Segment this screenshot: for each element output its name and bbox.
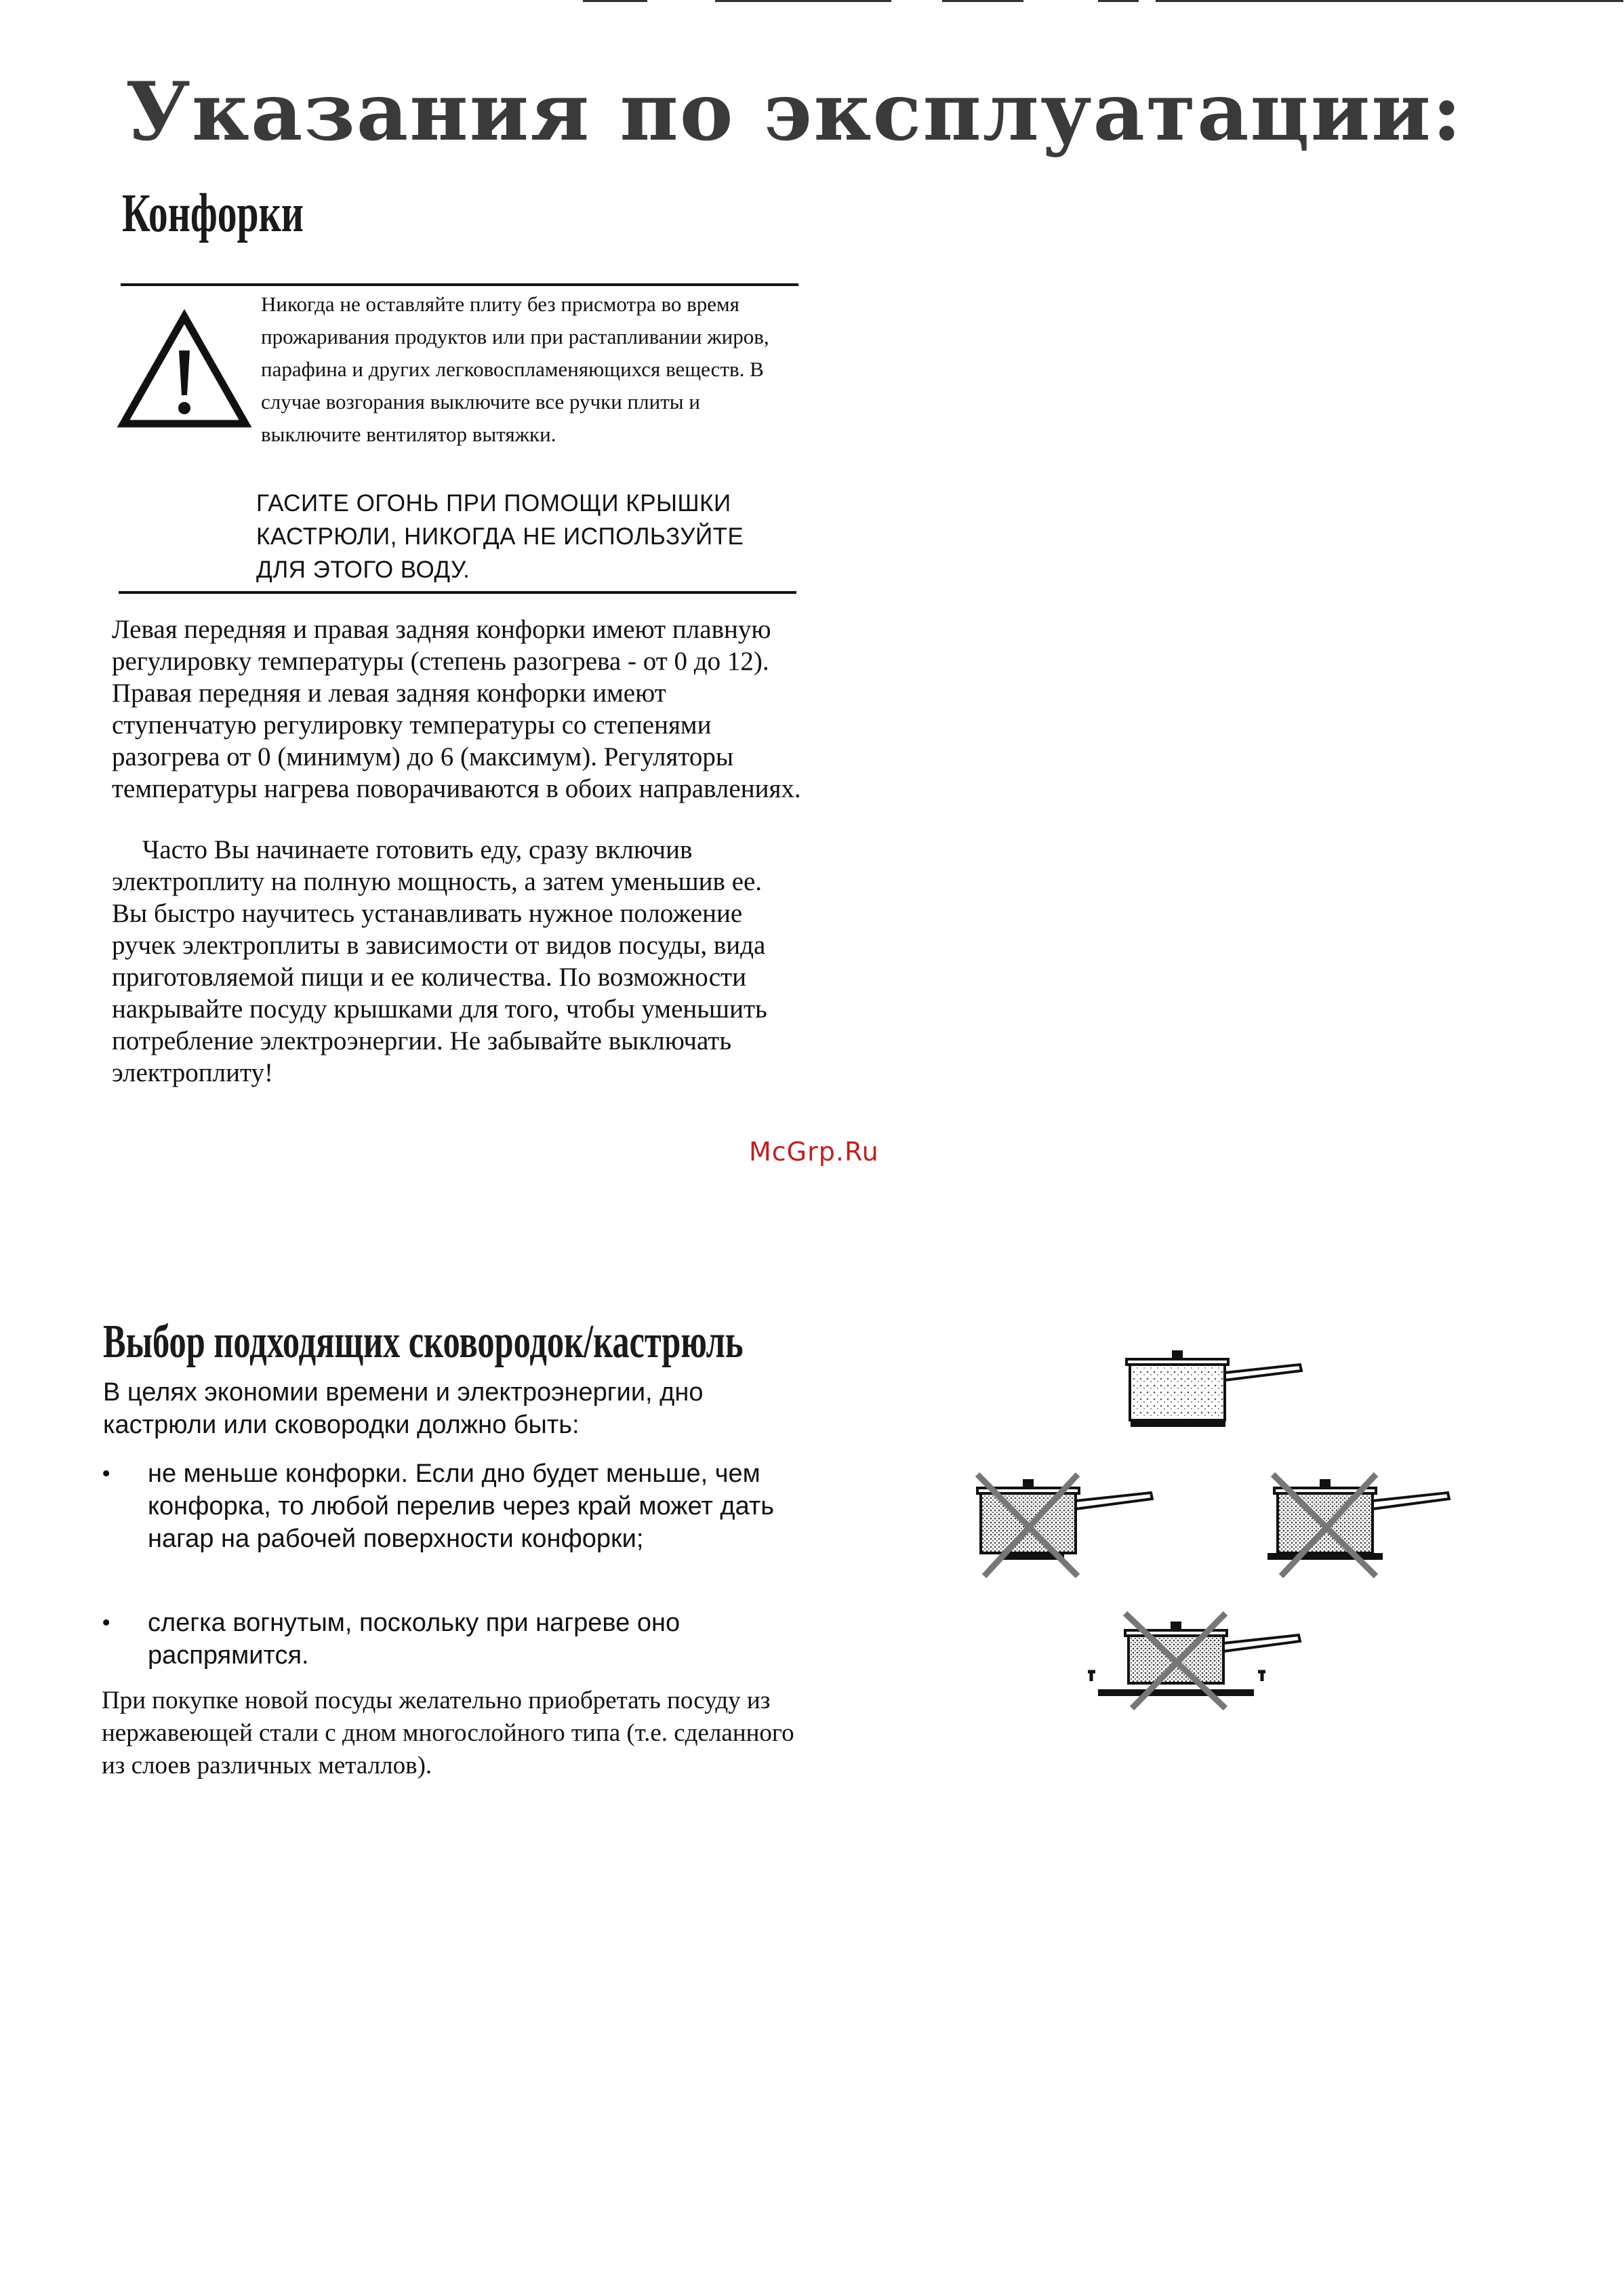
list-item-text: не меньше конфорки. Если дно будет меньше, чем конфорка, то любой перелив через край может дать нагар на рабочей поверхности конфорки; <box>148 1459 775 1553</box>
section-title-burners: Конфорки <box>122 184 304 243</box>
cookware-intro: В целях экономии времени и электроэнергии, дно кастрюли или сковородки должно быть: <box>103 1378 704 1439</box>
bullet-icon: • <box>102 1609 111 1637</box>
list-item <box>102 1607 807 1672</box>
saucepan-uneven-crossed-icon <box>1088 1613 1300 1708</box>
scan-mark <box>1098 0 1139 2</box>
watermark: McGrp.Ru <box>749 1137 879 1167</box>
paragraph-controls: Левая передняя и правая задняя конфорки имеют плавную регулировку температуры (степень разогрева - от 0 до 12). Правая передняя и левая задняя конфорки имеют ступенчатую регулировку температуры со степенями разогрева от 0 (минимум) до 6 (максимум). Регуляторы температуры нагрева поворачиваются в обоих направлениях. <box>112 615 801 803</box>
warning-caps-text: ГАСИТЕ ОГОНЬ ПРИ ПОМОЩИ КРЫШКИ КАСТРЮЛИ, НИКОГДА НЕ ИСПОЛЬЗУЙТЕ ДЛЯ ЭТОГО ВОДУ. <box>256 490 744 583</box>
cookware-illustration <box>969 1342 1471 1722</box>
warning-text: Никогда не оставляйте плиту без присмотра во время прожаривания продуктов или при растапливании жиров, парафина и других легковоспламеняющихся веществ. В случае возгорания выключите все ручки плиты и выключите вентилятор вытяжки. <box>261 292 769 446</box>
warning-top-divider <box>121 283 798 286</box>
scan-mark <box>1156 0 1623 2</box>
saucepan-correct-icon <box>1126 1350 1301 1427</box>
saucepan-too-small-crossed-icon <box>977 1474 1152 1576</box>
paragraph-usage-tips: Часто Вы начинаете готовить еду, сразу включив электроплиту на полную мощность, а затем уменьшив ее. Вы быстро научитесь устанавливать нужное положение ручек электроплиты в зависимости от видов посуды, вида приготовляемой пищи и ее количества. По возможности накрывайте посуду крышками для того, чтобы уменьшить потребление электроэнергии. Не забывайте выключать электроплиту! <box>112 835 767 1087</box>
scan-mark <box>715 0 891 2</box>
list-item-text: слегка вогнутым, поскольку при нагреве оно распрямится. <box>148 1609 681 1670</box>
bullet-icon: • <box>102 1459 111 1488</box>
list-item <box>102 1457 807 1555</box>
scan-mark <box>583 0 647 2</box>
section-title-cookware: Выбор подходящих сковородок/кастрюль <box>103 1316 744 1368</box>
saucepan-too-large-crossed-icon <box>1267 1474 1449 1576</box>
warning-triangle-icon <box>117 308 252 430</box>
warning-bottom-divider <box>119 591 796 594</box>
page-title: Указания по эксплуатации: <box>125 64 1463 159</box>
cookware-recommendation: При покупке новой посуды желательно приобретать посуду из нержавеющей стали с дном многослойного типа (т.е. сделанного из слоев различных металлов). <box>102 1687 794 1779</box>
scan-mark <box>942 0 1023 2</box>
